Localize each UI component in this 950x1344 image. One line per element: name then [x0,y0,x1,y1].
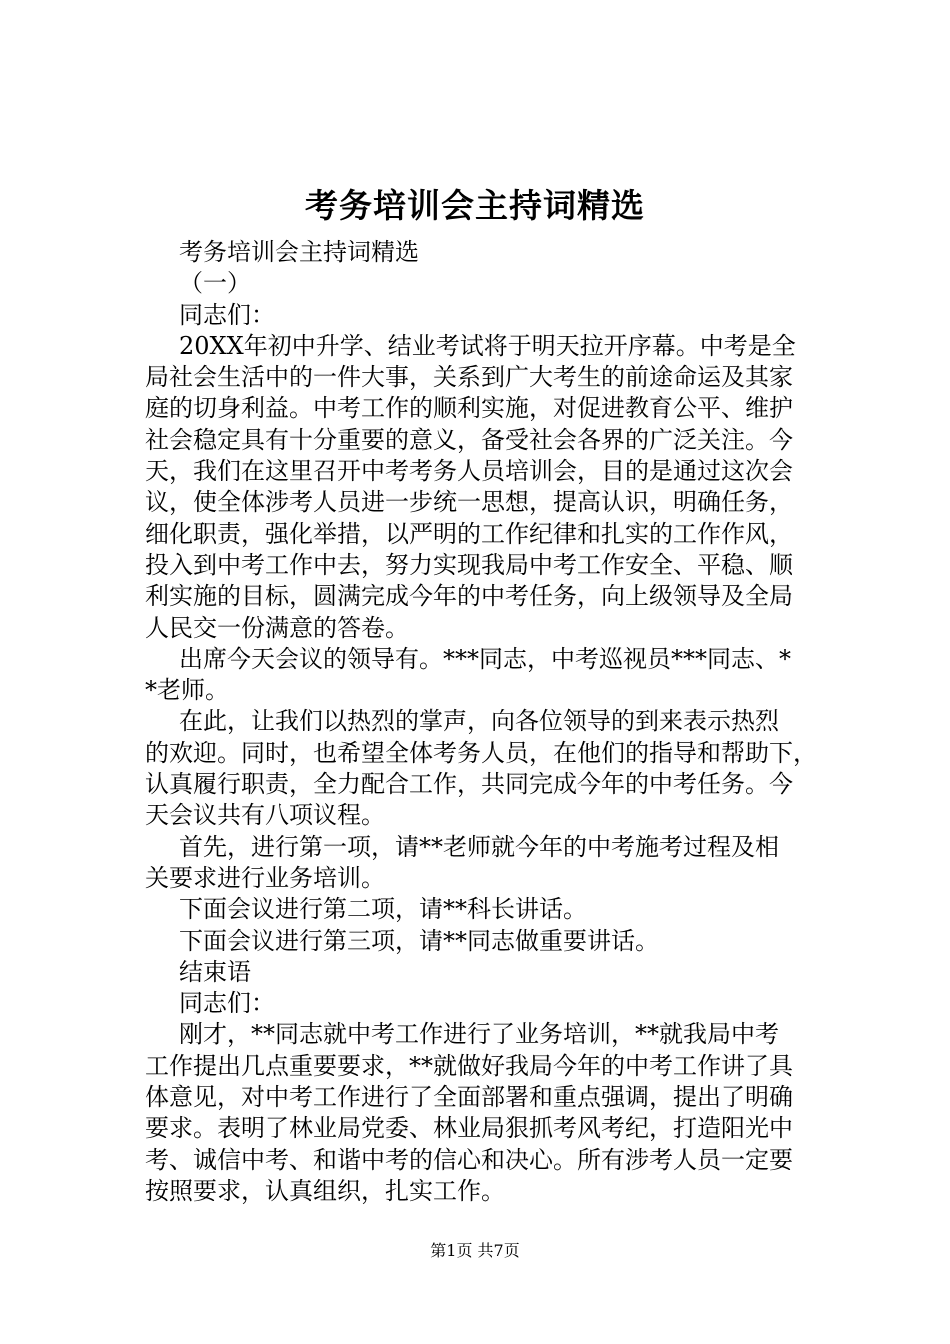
text-line: *老师。 [145,676,229,705]
text-line: 结束语 [179,957,251,986]
text-line: 首先，进行第一项，请**老师就今年的中考施考过程及相 [179,832,779,861]
text-line: 下面会议进行第三项，请**同志做重要讲话。 [179,926,659,955]
text-line: 考、诚信中考、和谐中考的信心和决心。所有涉考人员一定要 [145,1145,793,1174]
text-line: 按照要求，认真组织，扎实工作。 [145,1176,505,1205]
text-line: 局社会生活中的一件大事，关系到广大考生的前途命运及其家 [145,363,793,392]
text-line: （一） [179,269,251,298]
text-line: 同志们： [179,300,275,329]
text-line: 20XX年初中升学、结业考试将于明天拉开序幕。中考是全 [179,331,796,360]
page-footer: 第1页 共7页 [430,1241,520,1260]
text-line: 的欢迎。同时，也希望全体考务人员，在他们的指导和帮助下， [145,738,817,767]
document-body [145,237,835,1207]
text-line: 议，使全体涉考人员进一步统一思想，提高认识，明确任务， [145,488,793,517]
text-line: 投入到中考工作中去，努力实现我局中考工作安全、平稳、顺 [145,550,793,579]
text-line: 刚才，**同志就中考工作进行了业务培训，**就我局中考 [179,1020,779,1049]
text-line: 庭的切身利益。中考工作的顺利实施，对促进教育公平、维护 [145,394,793,423]
text-line: 同志们： [179,989,275,1018]
text-line: 在此，让我们以热烈的掌声，向各位领导的到来表示热烈 [179,707,779,736]
text-line: 人民交一份满意的答卷。 [145,613,409,642]
text-line: 工作提出几点重要要求，**就做好我局今年的中考工作讲了具 [145,1051,793,1080]
text-line: 天，我们在这里召开中考考务人员培训会，目的是通过这次会 [145,457,793,486]
text-line: 认真履行职责，全力配合工作，共同完成今年的中考任务。今 [145,770,793,799]
document-title: 考务培训会主持词精选 [305,186,645,225]
text-line: 社会稳定具有十分重要的意义，备受社会各界的广泛关注。今 [145,425,793,454]
text-line: 出席今天会议的领导有。***同志，中考巡视员***同志、* [179,644,791,673]
text-line: 下面会议进行第二项，请**科长讲话。 [179,895,587,924]
text-line: 体意见，对中考工作进行了全面部署和重点强调，提出了明确 [145,1083,793,1112]
text-line: 关要求进行业务培训。 [145,863,385,892]
text-line: 细化职责，强化举措，以严明的工作纪律和扎实的工作作风， [145,519,793,548]
text-line: 天会议共有八项议程。 [145,801,385,830]
text-line: 利实施的目标，圆满完成今年的中考任务，向上级领导及全局 [145,582,793,611]
text-line: 考务培训会主持词精选 [179,238,419,266]
text-line: 要求。表明了林业局党委、林业局狠抓考风考纪，打造阳光中 [145,1114,793,1143]
